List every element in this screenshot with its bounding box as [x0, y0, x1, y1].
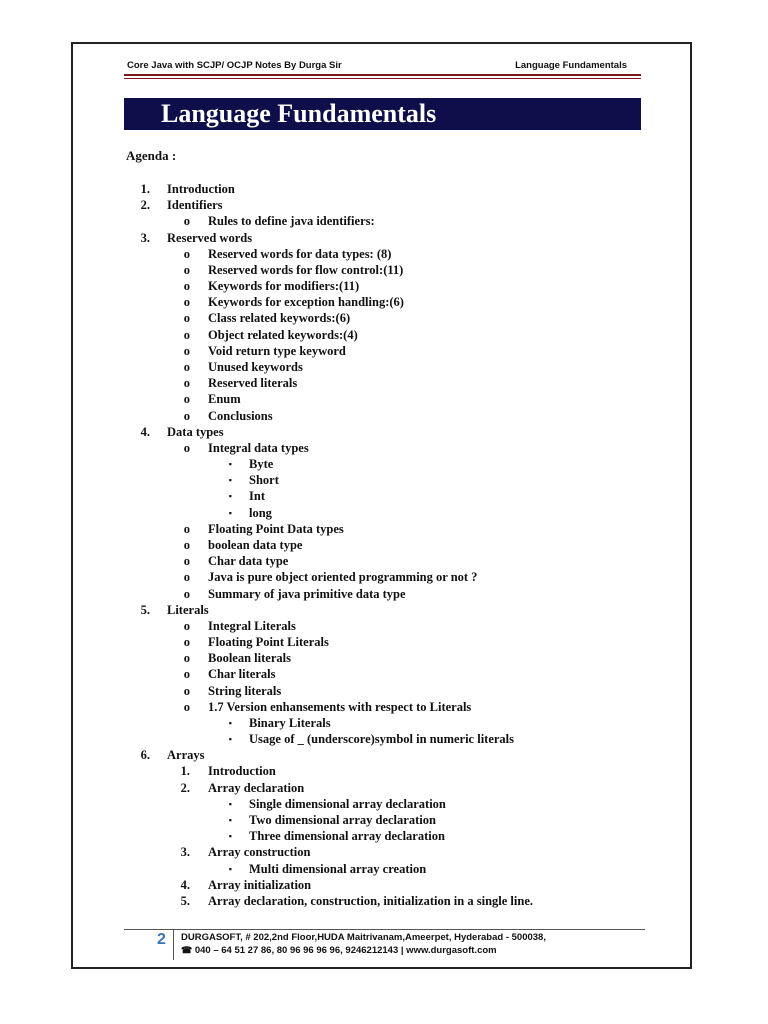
list-item-text: Keywords for exception handling:(6) [208, 295, 404, 310]
list-item-text: Two dimensional array declaration [249, 813, 436, 828]
list-item-text: long [249, 505, 272, 520]
list-marker: 2. [180, 780, 190, 795]
list-item-text: Data types [167, 424, 224, 439]
list-marker: ▪ [228, 459, 232, 470]
list-marker: o [183, 440, 190, 455]
list-item-text: Reserved words for data types: (8) [208, 246, 392, 261]
list-marker: o [183, 537, 190, 552]
list-marker: ▪ [228, 831, 232, 842]
list-marker: o [183, 376, 190, 391]
list-marker: 1. [140, 182, 150, 196]
list-item-text: Arrays [167, 748, 205, 763]
list-item-text: Introduction [208, 764, 276, 779]
list-item-text: Single dimensional array declaration [249, 796, 446, 811]
list-marker: ▪ [228, 507, 232, 518]
list-marker: ▪ [228, 491, 232, 502]
list-item-text: Char data type [208, 554, 289, 569]
list-item-text: String literals [208, 683, 282, 698]
list-item-text: Usage of _ (underscore)symbol in numeric literals [249, 732, 515, 747]
list-marker: o [183, 327, 190, 342]
header-rule-thin [124, 78, 641, 79]
page-title: Language Fundamentals [161, 99, 437, 128]
list-item-text: Introduction [167, 182, 235, 196]
list-marker: ▪ [228, 798, 232, 809]
list-marker: o [183, 667, 190, 682]
list-item-text: Summary of java primitive data type [208, 586, 406, 601]
list-item-text: Floating Point Literals [208, 635, 329, 650]
list-item-text: Java is pure object oriented programming or not ? [208, 570, 478, 585]
list-marker: ▪ [228, 863, 232, 874]
list-item-text: Byte [249, 457, 274, 472]
list-item-text: Boolean literals [208, 651, 291, 666]
list-item-text: 1.7 Version enhansements with respect to Literals [208, 699, 472, 714]
list-item-text: Array initialization [208, 877, 312, 892]
list-item-text: Conclusions [208, 408, 273, 423]
list-marker: o [183, 521, 190, 536]
list-marker: 4. [140, 424, 150, 439]
list-item-text: Int [249, 489, 265, 504]
list-item-text: Binary Literals [249, 715, 331, 730]
list-marker: o [183, 618, 190, 633]
list-marker: 1. [180, 764, 190, 779]
address-line-2 [181, 944, 546, 957]
list-marker: o [183, 570, 190, 585]
address-line-1: DURGASOFT, # 202,2nd Floor,HUDA Maitrivanam,Ameerpet, Hyderabad - 500038, [181, 932, 546, 943]
list-item-text: Reserved words [167, 230, 253, 245]
list-marker: o [183, 279, 190, 294]
list-marker: o [183, 699, 190, 714]
list-item-text: Identifiers [167, 198, 223, 213]
list-marker: ▪ [228, 717, 232, 728]
phone-icon: ☎ [181, 945, 193, 955]
list-marker: o [183, 343, 190, 358]
list-item-text: Reserved literals [208, 376, 298, 391]
list-marker: o [183, 683, 190, 698]
list-marker: o [183, 311, 190, 326]
list-item-text: Integral Literals [208, 618, 296, 633]
list-item-text: boolean data type [208, 537, 303, 552]
list-marker: o [183, 408, 190, 423]
list-item-text: Multi dimensional array creation [249, 861, 427, 876]
footer-rule [124, 929, 645, 930]
list-item-text: Char literals [208, 667, 276, 682]
title-banner [124, 98, 641, 130]
list-marker: o [183, 392, 190, 407]
list-item-text: Array declaration, construction, initialization in a single line. [208, 893, 533, 908]
list-marker: 5. [140, 602, 150, 617]
list-marker: o [183, 262, 190, 277]
footer-separator [173, 930, 174, 960]
list-item-text: Object related keywords:(4) [208, 327, 358, 342]
contact-text: 040 – 64 51 27 86, 80 96 96 96 96, 9246212143 | www.durgasoft.com [194, 945, 497, 956]
list-marker: o [183, 359, 190, 374]
header-right-title: Language Fundamentals [515, 60, 627, 71]
agenda-label: Agenda : [126, 148, 177, 163]
list-item-text: Reserved words for flow control:(11) [208, 262, 404, 277]
header-left-title: Core Java with SCJP/ OCJP Notes By Durga Sir [127, 60, 342, 71]
list-marker: 3. [140, 230, 150, 245]
list-item-text: Array declaration [208, 780, 305, 795]
list-item-text: Class related keywords:(6) [208, 311, 351, 326]
list-marker: o [183, 651, 190, 666]
list-marker: ▪ [228, 815, 232, 826]
list-item-text: Array construction [208, 845, 311, 860]
list-item-text: Keywords for modifiers:(11) [208, 279, 360, 294]
header-rule [124, 74, 641, 76]
list-item-text: Literals [167, 602, 209, 617]
list-item-text: Integral data types [208, 440, 309, 455]
list-marker: 4. [180, 877, 190, 892]
list-item-text: Three dimensional array declaration [249, 829, 445, 844]
list-item-text: Floating Point Data types [208, 521, 344, 536]
list-item-text: Short [249, 473, 279, 488]
list-item-text: Enum [208, 392, 241, 407]
list-item-text: Rules to define java identifiers: [208, 214, 375, 229]
list-marker: o [183, 295, 190, 310]
list-marker: o [183, 635, 190, 650]
list-marker: 5. [180, 893, 190, 908]
list-marker: ▪ [228, 475, 232, 486]
list-marker: 2. [140, 198, 150, 213]
list-marker: o [183, 554, 190, 569]
list-marker: o [183, 586, 190, 601]
list-marker: 6. [140, 748, 150, 763]
list-item-text: Void return type keyword [208, 343, 346, 358]
footer-address [181, 931, 546, 957]
list-marker: o [183, 214, 190, 229]
list-marker: ▪ [228, 734, 232, 745]
list-item-text: Unused keywords [208, 359, 303, 374]
page-number: 2 [157, 931, 166, 948]
list-marker: o [183, 246, 190, 261]
list-marker: 3. [180, 845, 190, 860]
